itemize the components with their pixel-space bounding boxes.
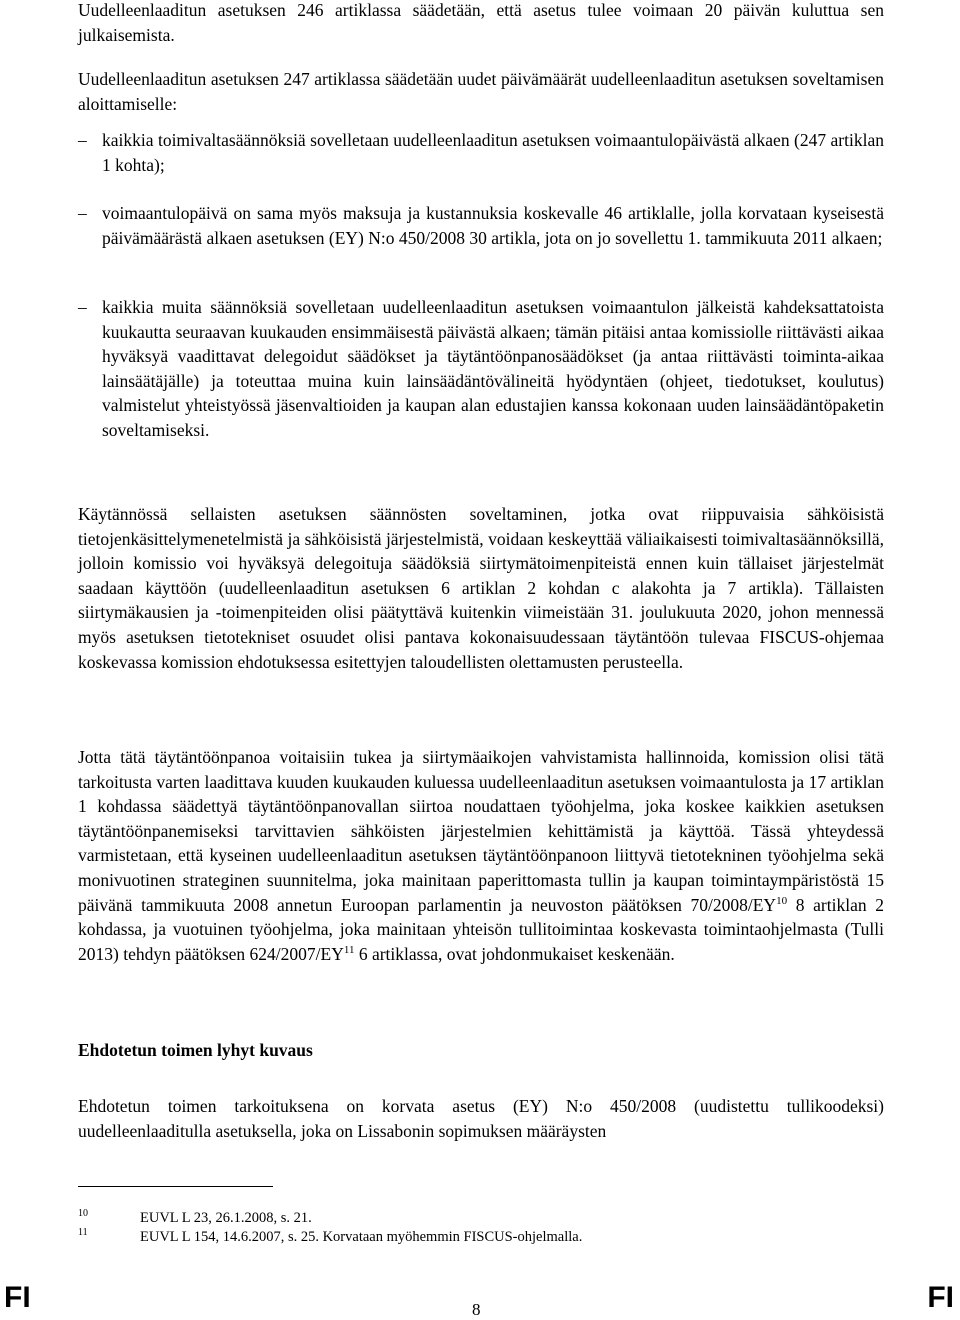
language-code-left: FI [4, 1281, 31, 1314]
paragraph-purpose: Ehdotetun toimen tarkoituksena on korvata asetus (EY) N:o 450/2008 (uudistettu tullikoodeksi) uudelleenlaaditulla asetuksella, joka on Lissabonin sopimuksen määräysten [78, 1096, 884, 1141]
footnote-ref-11[interactable]: 11 [343, 943, 355, 956]
list-item-text: kaikkia toimivaltasäännöksiä sovelletaan uudelleenlaaditun asetuksen voimaantulopäivästä alkaen (247 artiklan 1 kohta); [102, 130, 884, 175]
dash-bullet: – [78, 297, 87, 317]
paragraph-text-part: Jotta tätä täytäntöönpanoa voitaisiin tukea ja siirtymäaikojen vahvistamista hallinnoida, komission olisi tätä tarkoitusta varten laadittava kuuden kuukauden kuluessa uudelleenlaaditun asetuksen voimaantulosta ja 17 artiklan 1 kohdassa säädettyä täytäntöönpanovallan siirtoa noudattaen työohjelma, joka koskee kaikkien asetuksen täytäntöönpanemiseksi tarvittavien sähköisten järjestelmien kehittämistä ja käyttöä. Tässä yhteydessä varmistetaan, että kyseinen uudelleenlaaditun asetuksen täytäntöönpanoon liittyvä tietotekninen työohjelma sekä monivuotinen strateginen suunnitelma, joka mainitaan paperittomasta tullin ja kaupan toimintaympäristöstä 15 päivänä tammikuuta 2008 annetun Euroopan parlamentin ja neuvoston päätöksen 70/2008/EY [78, 747, 884, 915]
list-item-text: kaikkia muita säännöksiä sovelletaan uudelleenlaaditun asetuksen voimaantulon jälkeistä kahdeksattatoista kuukautta seuraavan kuukauden ensimmäisestä päivästä alkaen; tämän pitäisi antaa komissiolle riittävästi aikaa hyväksyä vaadittavat delegoidut säädökset ja täytäntöönpanosäädökset (ja antaa riittävästi toiminta-aikaa lainsäätäjälle) ja toteuttaa muina kuin lainsäädäntövälineitä hyödyntäen (ohjeet, tiedotukset, koulutus) valmistelut yhteistyössä jäsenvaltioiden ja kaupan alan edustajien kanssa kokonaan uuden lainsäädäntöpaketin soveltamiseksi. [102, 297, 884, 440]
section-heading: Ehdotetun toimen lyhyt kuvaus [78, 1040, 313, 1060]
paragraph-application-dates: Uudelleenlaaditun asetuksen 247 artiklassa säädetään uudet päivämäärät uudelleenlaaditun asetuksen soveltamisen aloittamiselle: [78, 69, 884, 114]
dash-bullet: – [78, 130, 87, 150]
footnote-separator [78, 1186, 273, 1187]
footnote-ref-10[interactable]: 10 [776, 894, 788, 907]
footnote-text: EUVL L 23, 26.1.2008, s. 21. [140, 1210, 312, 1226]
list-item [78, 128, 884, 177]
list-item [78, 295, 884, 443]
language-code-right: FI [927, 1281, 954, 1314]
page-number: 8 [472, 1300, 481, 1319]
footnote-text: EUVL L 154, 14.6.2007, s. 25. Korvataan myöhemmin FISCUS-ohjelmalla. [140, 1229, 583, 1245]
paragraph-text-part: 6 artiklassa, ovat johdonmukaiset keskenään. [354, 943, 675, 964]
list-item [78, 201, 884, 250]
paragraph-work-programme [78, 745, 884, 966]
footnote-number: 10 [78, 1208, 88, 1219]
paragraph-transitional-measures: Käytännössä sellaisten asetuksen säännösten soveltaminen, jotka ovat riippuvaisia sähköisistä tietojenkäsittelymenetelmistä ja sähköisistä järjestelmistä, voidaan keskeyttää väliaikaisesti toimivaltasäännöksillä, jolloin komissio voi hyväksyä delegoituja säädöksiä siirtymätoimenpiteistä ennen kuin tällaiset järjestelmät saadaan käyttöön (uudelleenlaaditun asetuksen 6 artiklan 2 kohdan c alakohta ja 7 artikla). Tällaisten siirtymäkausien ja -toimenpiteiden olisi päätyttävä kuitenkin viimeistään 31. joulukuuta 2020, johon mennessä myös asetuksen tietotekniset osuudet olisi pantava kokonaisuudessaan täytäntöön tulevaa FISCUS-ohjemaa koskevassa komission ehdotuksessa esitettyjen taloudellisten olettamusten perusteella. [78, 504, 884, 672]
paragraph-entry-into-force: Uudelleenlaaditun asetuksen 246 artiklassa säädetään, että asetus tulee voimaan 20 päivän kuluttua sen julkaisemista. [78, 0, 884, 45]
list-item-text: voimaantulopäivä on sama myös maksuja ja kustannuksia koskevalle 46 artiklalle, jolla korvataan kyseisestä päivämäärästä alkaen asetuksen (EY) N:o 450/2008 30 artikla, jota on jo sovellettu 1. tammikuuta 2011 alkaen; [102, 203, 884, 248]
footnote-number: 11 [78, 1227, 88, 1238]
paragraph-text-part: 8 artiklan 2 kohdassa, ja vuotuinen työohjelma, joka mainitaan yhteisön tullitoimintaa koskevasta toimintaohjelmasta (Tulli 2013) tehdyn päätöksen 624/2007/EY [78, 894, 884, 964]
dash-bullet: – [78, 203, 87, 223]
